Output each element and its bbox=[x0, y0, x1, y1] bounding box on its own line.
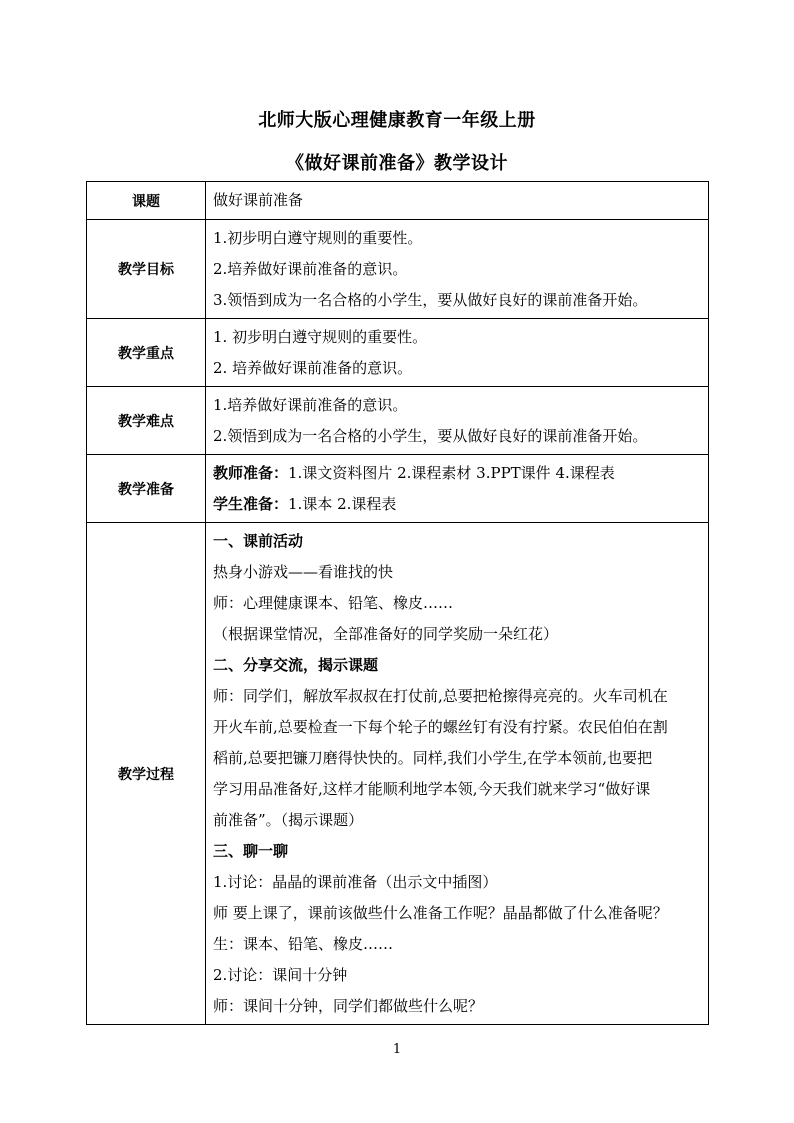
page-number: 1 bbox=[392, 1042, 402, 1057]
process-line: 生：课本、铅笔、橡皮…… bbox=[213, 935, 394, 953]
teacher-preparation bbox=[213, 458, 702, 489]
process-line: 2.讨论：课间十分钟 bbox=[213, 966, 348, 984]
lesson-plan-table bbox=[86, 181, 709, 1025]
teacher-preparation-label: 教师准备： bbox=[213, 464, 289, 482]
difficulty-item: 1.培养做好课前准备的意识。 bbox=[213, 396, 408, 414]
label-difficulties: 教学难点 bbox=[87, 387, 206, 455]
paragraph-line: 学习用品准备好,这样才能顺利地学本领,今天我们就来学习“做好课 bbox=[213, 780, 651, 798]
paragraph-line: 开火车前,总要检查一下每个轮子的螺丝钉有没有拧紧。农民伯伯在割 bbox=[213, 718, 668, 736]
paragraph-line: 师：同学们，解放军叔叔在打仗前,总要把枪擦得亮亮的。火车司机在 bbox=[213, 687, 668, 705]
row-goals bbox=[87, 220, 709, 319]
process-line: 热身小游戏——看谁找的快 bbox=[213, 563, 394, 581]
label-topic: 课题 bbox=[87, 182, 206, 220]
difficulty-item: 2.领悟到成为一名合格的小学生，要从做好良好的课前准备开始。 bbox=[213, 427, 648, 445]
goal-item: 2.培养做好课前准备的意识。 bbox=[213, 260, 408, 278]
label-goals: 教学目标 bbox=[87, 220, 206, 319]
document-subtitle: 《做好课前准备》教学设计 bbox=[286, 153, 508, 174]
document-title: 北师大版心理健康教育一年级上册 bbox=[258, 110, 536, 131]
row-key-points bbox=[87, 319, 709, 387]
label-preparation: 教学准备 bbox=[87, 455, 206, 523]
row-preparation bbox=[87, 455, 709, 523]
goal-item: 3.领悟到成为一名合格的小学生，要从做好良好的课前准备开始。 bbox=[213, 291, 648, 309]
value-difficulties bbox=[206, 387, 709, 455]
student-preparation bbox=[213, 489, 702, 520]
process-line: 师：课间十分钟，同学们都做些什么呢？ bbox=[213, 997, 484, 1015]
teacher-preparation-text: 1.课文资料图片 2.课程素材 3.PPT课件 4.课程表 bbox=[288, 464, 615, 482]
value-topic bbox=[206, 182, 709, 220]
process-line: 1.讨论：晶晶的课前准备（出示文中插图） bbox=[213, 873, 498, 891]
section-heading: 二、分享交流，揭示课题 bbox=[213, 656, 379, 674]
section-heading: 三、聊一聊 bbox=[213, 842, 289, 860]
value-process bbox=[206, 523, 709, 1025]
value-preparation bbox=[206, 455, 709, 523]
label-process: 教学过程 bbox=[87, 523, 206, 1025]
goal-item: 1.初步明白遵守规则的重要性。 bbox=[213, 229, 423, 247]
value-goals bbox=[206, 220, 709, 319]
topic-text: 做好课前准备 bbox=[213, 191, 304, 209]
value-key-points bbox=[206, 319, 709, 387]
paragraph-line: 稻前,总要把镰刀磨得快快的。同样,我们小学生,在学本领前,也要把 bbox=[213, 749, 653, 767]
process-line: 师：心理健康课本、铅笔、橡皮…… bbox=[213, 594, 454, 612]
section-heading: 一、课前活动 bbox=[213, 532, 304, 550]
row-process bbox=[87, 523, 709, 1025]
row-difficulties bbox=[87, 387, 709, 455]
row-topic bbox=[87, 182, 709, 220]
key-point-item: 1. 初步明白遵守规则的重要性。 bbox=[213, 328, 428, 346]
paragraph-line: 前准备”。（揭示课题） bbox=[213, 811, 364, 829]
student-preparation-text: 1.课本 2.课程表 bbox=[288, 495, 397, 513]
label-key-points: 教学重点 bbox=[87, 319, 206, 387]
process-line: （根据课堂情况，全部准备好的同学奖励一朵红花） bbox=[213, 625, 559, 643]
process-line: 师 要上课了，课前该做些什么准备工作呢？晶晶都做了什么准备呢？ bbox=[213, 904, 668, 922]
student-preparation-label: 学生准备： bbox=[213, 495, 289, 513]
key-point-item: 2. 培养做好课前准备的意识。 bbox=[213, 359, 413, 377]
